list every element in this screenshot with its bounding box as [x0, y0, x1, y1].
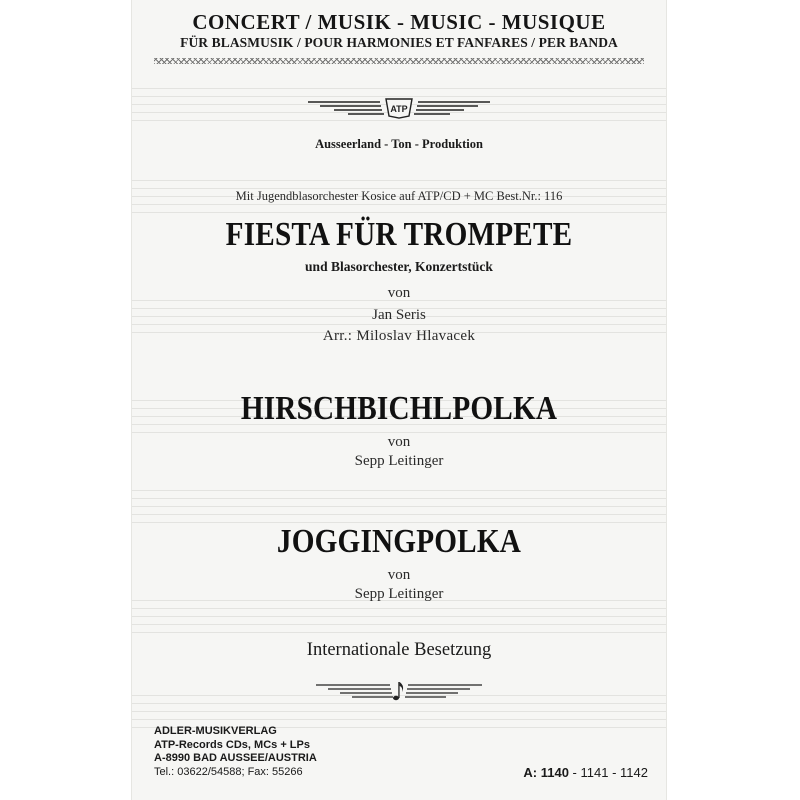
staff-watermark [132, 490, 666, 524]
composer-name: Sepp Leitinger [354, 586, 444, 602]
by-label: von [387, 434, 411, 450]
header-title: CONCERT / MUSIK - MUSIC - MUSIQUE [192, 10, 606, 34]
instrumentation-note: Internationale Besetzung [306, 640, 492, 660]
staff-watermark [132, 600, 666, 634]
producer-line: Ausseerland - Ton - Produktion [315, 137, 483, 151]
publisher-block [154, 725, 317, 779]
arranger-name: Arr.: Miloslav Hlavacek [322, 328, 476, 344]
publisher-name: ADLER-MUSIKVERLAG [154, 725, 277, 737]
header-subtitle: FÜR BLASMUSIK / POUR HARMONIES ET FANFARES / PER BANDA [180, 35, 618, 50]
decorative-divider [154, 58, 644, 64]
catalog-separator: - [608, 765, 621, 780]
by-label: von [387, 285, 411, 301]
atp-winged-logo-icon [132, 94, 666, 120]
publisher-contact: Tel.: 03622/54588; Fax: 55266 [154, 765, 303, 778]
composer-name: Jan Seris [372, 307, 426, 323]
music-sheet-cover [132, 0, 666, 800]
logo-text: ATP [390, 104, 408, 114]
publisher-line: ATP-Records CDs, MCs + LPs [154, 738, 310, 751]
piece-title: FIESTA FÜR TROMPETE [225, 216, 573, 253]
catalog-separator: - [568, 765, 581, 780]
publisher-address: A-8990 BAD AUSSEE/AUSTRIA [154, 752, 317, 764]
piece-title: JOGGINGPOLKA [276, 523, 522, 560]
winged-music-note-ornament-icon [132, 679, 666, 703]
catalog-second: 1141 [580, 765, 609, 780]
catalog-numbers [523, 765, 648, 780]
recording-note: Mit Jugendblasorchester Kosice auf ATP/CD + MC Best.Nr.: 116 [235, 189, 563, 203]
piece-subtitle: und Blasorchester, Konzertstück [305, 259, 493, 274]
catalog-primary: A: 1140 [523, 765, 569, 780]
piece-title: HIRSCHBICHLPOLKA [240, 390, 558, 427]
by-label: von [387, 567, 411, 583]
composer-name: Sepp Leitinger [354, 453, 444, 469]
catalog-third: 1142 [620, 765, 648, 780]
